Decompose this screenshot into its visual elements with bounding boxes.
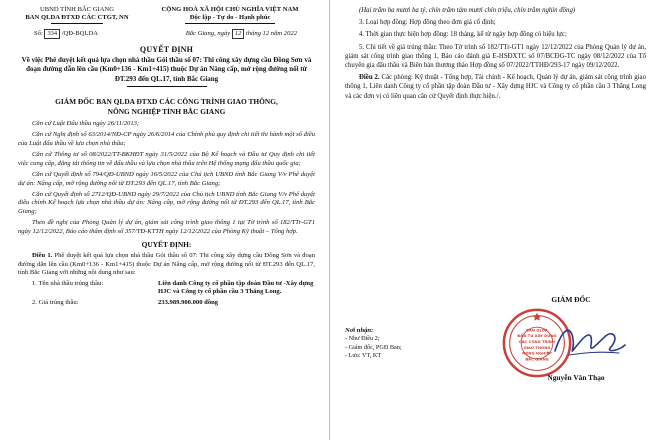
org-underline xyxy=(51,23,103,24)
article-2-label: Điều 2. xyxy=(359,74,380,82)
document-subject: Về việc Phê duyệt kết quả lựa chọn nhà thầu Gói thầu số 07: Thi công xây dựng cầu Đồng Sơn và đoạn đường dẫn lên cầu (Km0+136 - Km1+415) thuộc Dự án Nâng cấp, mở rộng đường nối từ ĐT.293 đến QL.17, tỉnh Bắc Giang xyxy=(21,56,312,83)
handwritten-signature-icon xyxy=(549,317,629,367)
national-line-1: CỘNG HOÀ XÃ HỘI CHỦ NGHĨA VIỆT NAM xyxy=(161,6,299,13)
svg-text:BAN QLDA: BAN QLDA xyxy=(526,328,548,333)
winning-price-value: 233.989.900.000 đồng xyxy=(158,298,219,306)
subject-underline xyxy=(127,86,207,87)
signer-name: Nguyễn Văn Thạo xyxy=(547,373,605,382)
org-line-1: UBND TỈNH BẮC GIANG xyxy=(39,6,115,13)
legal-basis: Căn cứ Quyết định số 794/QĐ-UBND ngày 16/5/2022 của Chủ tịch UBND tỉnh Bắc Giang V/v Phê duyệt dự án: Nâng cấp, mở rộng đường nối từ ĐT.293 đến QL.17, tỉnh Bắc Giang; xyxy=(18,170,315,187)
article-1-text: Phê duyệt kết quả lựa chọn nhà thầu Gói thầu số 07: Thi công xây dựng cầu Đồng Sơn và đoạn đường dẫn lên cầu (Km0+136 - Km1+415) thuộc Dự án Nâng cấp, mở rộng đường nối từ ĐT.293 đến QL.17, tỉnh Bắc Giang với những nội dung như sau: xyxy=(18,251,315,277)
contract-type: 3. Loại hợp đồng: Hợp đồng theo đơn giá cố định; xyxy=(359,19,496,27)
motto-underline xyxy=(185,23,275,24)
winning-bidder-label: 1. Tên nhà thầu trúng thầu: xyxy=(32,279,104,287)
legal-bases xyxy=(18,120,315,236)
winning-price-row xyxy=(18,299,315,308)
date-day: 12 xyxy=(232,29,244,39)
ref-number: 334 xyxy=(44,29,60,39)
ref-suffix: /QĐ-BQLDA xyxy=(61,30,98,37)
svg-text:NÔNG NGHIỆP: NÔNG NGHIỆP xyxy=(522,351,552,356)
national-line-2: Độc lập - Tự do - Hạnh phúc xyxy=(189,14,271,21)
recipients-block xyxy=(345,327,485,361)
recipients-title: Nơi nhận: xyxy=(345,327,374,334)
org-line-2: BAN QLDA ĐTXD CÁC CTGT, NN xyxy=(25,14,129,21)
signature-block xyxy=(491,295,641,385)
legal-basis: Căn cứ Nghị định số 63/2014/NĐ-CP ngày 26/6/2014 của Chính phủ quy định chi tiết thi hành một số điều của Luật đấu thầu về lựa chọn nhà thầu; xyxy=(18,131,315,147)
price-details: 5. Chi tiết về giá trúng thầu: Theo Tờ trình số 182/TTr-GT1 ngày 12/12/2022 của Phòng Quản lý dự án, giám sát công trình giao thông 1, Báo cáo đánh giá E-HSĐXTC số 07/BCĐG-TC ngày 08/12/2022 của Tổ chuyên gia đấu thầu và Biên bản thương thảo Hợp đồng số 07/2022/TTHĐ/293-17 ngày 09/12/2022. xyxy=(345,43,646,70)
recipient-item: - Giám đốc, PGĐ Ban; xyxy=(345,343,402,351)
recipient-item: - Lưu: VT, KT xyxy=(345,352,382,360)
recipient-item: - Như Điều 2; xyxy=(345,335,380,343)
svg-text:ĐẦU TƯ XÂY DỰNG: ĐẦU TƯ XÂY DỰNG xyxy=(517,334,557,339)
issuing-organization xyxy=(18,6,136,24)
authority-line-2: NÔNG NGHIỆP TỈNH BẮC GIANG xyxy=(107,107,226,117)
reference-line xyxy=(18,29,315,39)
ref-prefix: Số: xyxy=(34,30,43,37)
winning-bidder-value: Liên danh Công ty cổ phần tập đoàn Đầu tư -Xây dựng HJC và Công ty cổ phần cầu 3 Thăng Long. xyxy=(158,279,314,296)
svg-text:GIAO THÔNG: GIAO THÔNG xyxy=(523,345,551,350)
decision-heading: QUYẾT ĐỊNH: xyxy=(141,240,192,250)
article-2 xyxy=(345,73,646,101)
article-1 xyxy=(18,252,315,278)
svg-text:CÁC CÔNG TRÌNH: CÁC CÔNG TRÌNH xyxy=(518,340,556,344)
document-header xyxy=(18,6,315,24)
winning-price-label: 2. Giá trúng thầu: xyxy=(32,298,79,306)
article-2-text: Các phòng: Kỹ thuật - Tổng hợp, Tài chính - Kế hoạch, Quản lý dự án, giám sát công trình giao thông 1, Liên danh Công ty cổ phần tập đoàn Đầu tư - Xây dựng HJC và Công ty cổ phần cầu 3 Thăng Long và các đơn vị có liên quan căn cứ Quyết định thực hiện./. xyxy=(345,74,646,100)
legal-basis: Căn cứ Luật Đấu thầu ngày 26/11/2013; xyxy=(32,120,140,128)
amount-in-words: (Hai trăm ba mươi ba tỷ, chín trăm tám mươi chín triệu, chín trăm nghìn đồng) xyxy=(359,7,576,14)
document-date xyxy=(186,29,315,39)
svg-text:BẮC GIANG: BẮC GIANG xyxy=(525,357,549,362)
legal-basis: Căn cứ Thông tư số 08/2022/TT-BKHĐT ngày 31/5/2022 của Bộ Kế hoạch và Đầu tư Quy định chi tiết việc cung cấp, đăng tải thông tin về đấu thầu và lựa chọn nhà thầu trên Hệ thống mạng đấu thầu quốc gia; xyxy=(18,151,315,167)
signer-title: GIÁM ĐỐC xyxy=(551,295,591,304)
authority-line-1: GIÁM ĐỐC BAN QLDA ĐTXD CÁC CÔNG TRÌNH GIAO THÔNG, xyxy=(55,97,278,107)
winning-bidder-row xyxy=(18,280,315,297)
article-1-label: Điều 1. xyxy=(32,251,53,259)
date-suffix: tháng 12 năm 2022 xyxy=(245,30,297,37)
national-motto xyxy=(145,6,315,24)
legal-basis: Căn cứ Quyết định số 2712/QĐ-UBND ngày 29/7/2022 của Chủ tịch UBND tỉnh Bắc Giang V/v Phê duyệt điều chỉnh Kế hoạch lựa chọn nhà thầu dự án: Nâng cấp, mở rộng đường nối từ ĐT.293 đến QL.17, tỉnh Bắc Giang; xyxy=(18,190,315,215)
legal-basis: Theo đề nghị của Phòng Quản lý dự án, giám sát công trình giao thông 1 tại Tờ trình số 182/TTr-GT1 ngày 12/12/2022, Báo cáo thẩm định số 357/TĐ-KTTH ngày 12/12/2022 của Phòng Kỹ thuật – Tổng hợp. xyxy=(18,219,315,235)
document-number xyxy=(18,29,98,39)
date-prefix: Bắc Giang, ngày xyxy=(185,30,231,37)
document-page-right xyxy=(331,0,660,440)
document-type-title: QUYẾT ĐỊNH xyxy=(139,45,194,54)
contract-duration: 4. Thời gian thực hiện hợp đồng: 18 tháng, kể từ ngày hợp đồng có hiệu lực; xyxy=(359,31,567,39)
authority-heading xyxy=(18,97,315,117)
